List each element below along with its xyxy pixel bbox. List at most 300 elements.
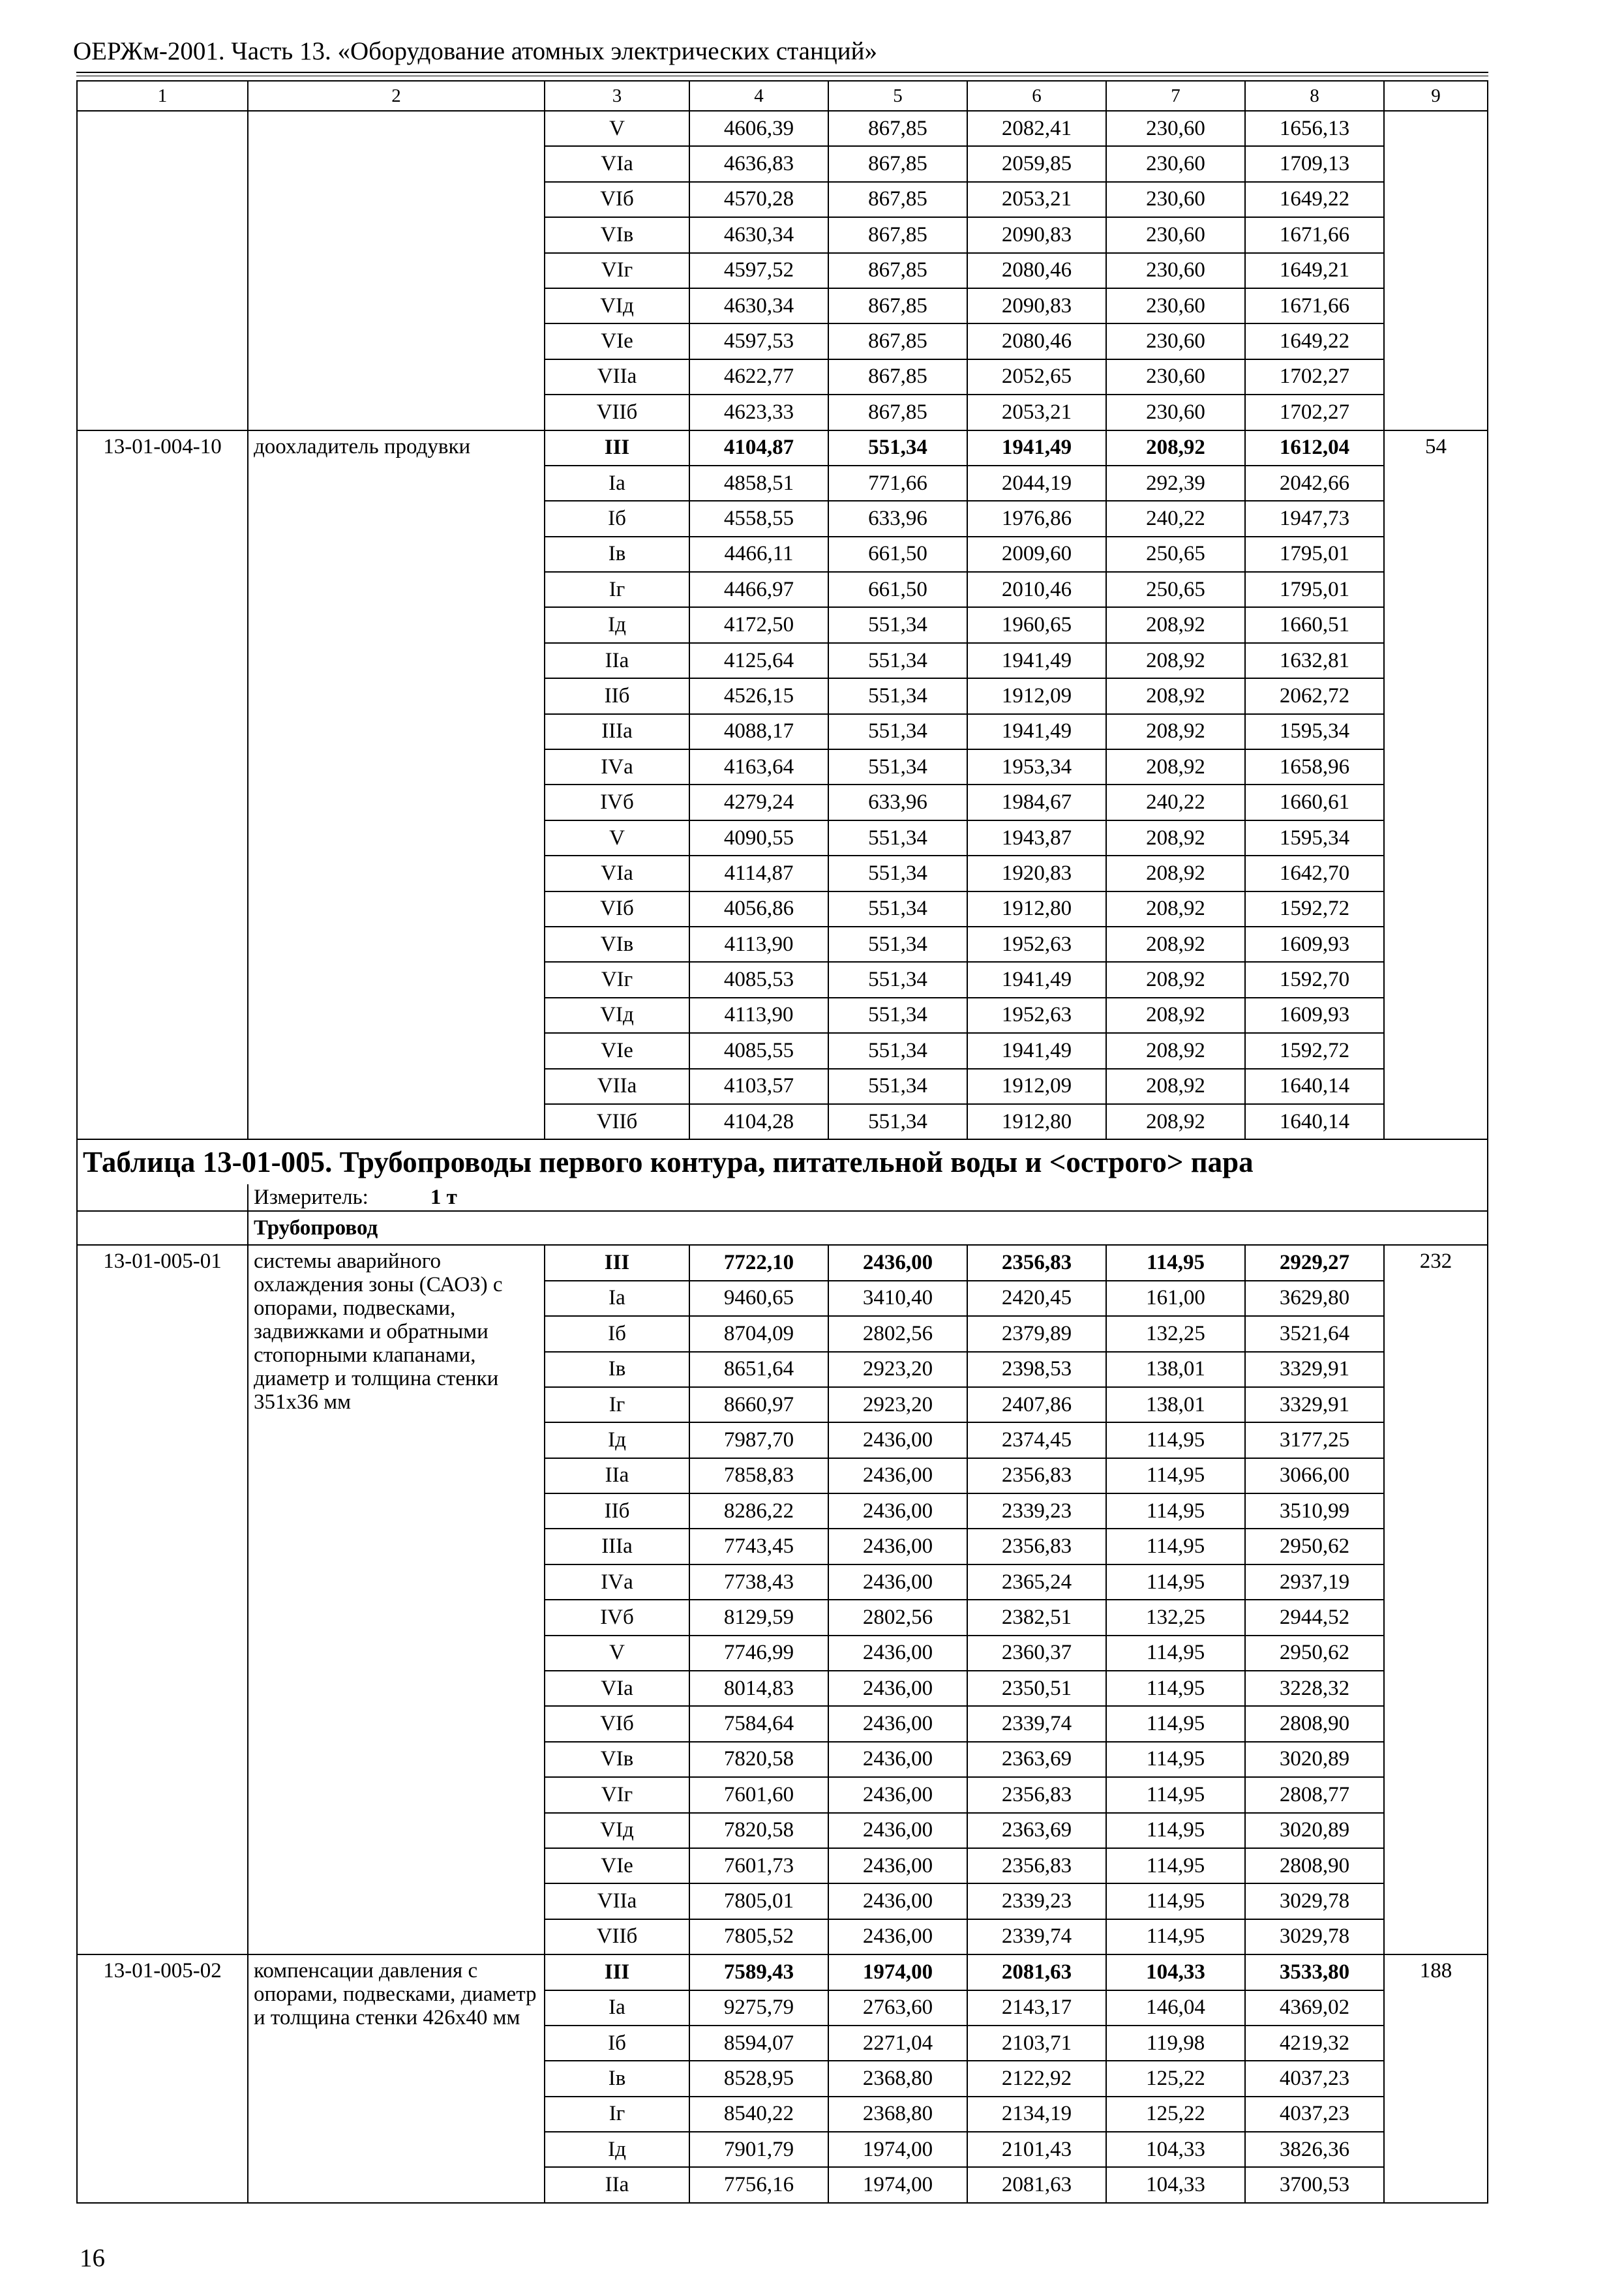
value-cell: 4526,15 — [689, 678, 828, 713]
value-cell: 208,92 — [1106, 962, 1245, 997]
value-cell: 230,60 — [1106, 323, 1245, 359]
value-cell: 2356,83 — [967, 1529, 1106, 1564]
value-cell: 230,60 — [1106, 111, 1245, 146]
zone-cell: IIб — [545, 1493, 689, 1529]
value-cell: 2368,80 — [828, 2061, 967, 2096]
value-cell: 1649,21 — [1245, 253, 1384, 288]
value-cell: 551,34 — [828, 856, 967, 891]
value-cell: 138,01 — [1106, 1387, 1245, 1422]
value-cell: 2436,00 — [828, 1636, 967, 1671]
value-cell: 1702,27 — [1245, 395, 1384, 430]
value-cell: 3177,25 — [1245, 1422, 1384, 1458]
value-cell: 2802,56 — [828, 1316, 967, 1351]
value-cell: 2080,46 — [967, 253, 1106, 288]
zone-cell: Iа — [545, 1281, 689, 1316]
value-cell: 1941,49 — [967, 1033, 1106, 1068]
value-cell: 208,92 — [1106, 749, 1245, 785]
value-cell: 1632,81 — [1245, 643, 1384, 678]
value-cell: 867,85 — [828, 217, 967, 252]
page-header-title: ОЕРЖм-2001. Часть 13. «Оборудование атомных электрических станций» — [73, 37, 877, 65]
value-cell: 114,95 — [1106, 1564, 1245, 1600]
value-cell: 4570,28 — [689, 182, 828, 217]
value-cell: 2053,21 — [967, 395, 1106, 430]
table-row — [77, 1245, 1488, 1280]
value-cell: 7584,64 — [689, 1706, 828, 1741]
table-row — [77, 111, 1488, 146]
value-cell: 2010,46 — [967, 572, 1106, 607]
value-cell: 240,22 — [1106, 501, 1245, 536]
value-cell: 2436,00 — [828, 1529, 967, 1564]
value-cell: 1976,86 — [967, 501, 1106, 536]
value-cell: 1640,14 — [1245, 1104, 1384, 1139]
value-cell: 230,60 — [1106, 253, 1245, 288]
value-cell: 4172,50 — [689, 607, 828, 642]
value-cell: 1702,27 — [1245, 359, 1384, 395]
zone-cell: Iб — [545, 501, 689, 536]
value-cell: 7743,45 — [689, 1529, 828, 1564]
value-cell: 2436,00 — [828, 1564, 967, 1600]
zone-cell: IVб — [545, 785, 689, 820]
value-cell: 4113,90 — [689, 927, 828, 962]
value-cell: 114,95 — [1106, 1422, 1245, 1458]
value-cell: 551,34 — [828, 891, 967, 927]
value-cell: 4085,53 — [689, 962, 828, 997]
value-cell: 4636,83 — [689, 146, 828, 181]
measure-label: Измеритель: — [254, 1185, 368, 1209]
value-cell: 1609,93 — [1245, 998, 1384, 1033]
zone-cell: VIе — [545, 1848, 689, 1883]
value-cell: 7746,99 — [689, 1636, 828, 1671]
value-cell: 114,95 — [1106, 1671, 1245, 1706]
zone-cell: IVб — [545, 1600, 689, 1635]
value-cell: 2053,21 — [967, 182, 1106, 217]
value-cell: 2080,46 — [967, 323, 1106, 359]
zone-cell: Iв — [545, 537, 689, 572]
zone-cell: VIб — [545, 1706, 689, 1741]
zone-cell: VIIб — [545, 395, 689, 430]
rates-table-body — [77, 81, 1488, 2203]
zone-cell: IIа — [545, 643, 689, 678]
value-cell: 250,65 — [1106, 572, 1245, 607]
item-name: доохладитель продувки — [248, 430, 545, 1140]
value-cell: 4104,28 — [689, 1104, 828, 1139]
value-cell: 8014,83 — [689, 1671, 828, 1706]
zone-cell: Iа — [545, 1990, 689, 2026]
value-cell: 4085,55 — [689, 1033, 828, 1068]
item-code: 13-01-005-01 — [77, 1245, 248, 1954]
value-cell: 8540,22 — [689, 2097, 828, 2132]
item-code: 13-01-004-10 — [77, 430, 248, 1140]
value-cell: 2271,04 — [828, 2026, 967, 2061]
value-cell: 4597,53 — [689, 323, 828, 359]
table-title: Таблица 13-01-005. Трубопроводы первого контура, питательной воды и <острого> пара — [77, 1139, 1488, 1184]
zone-cell: III — [545, 1245, 689, 1280]
value-cell: 114,95 — [1106, 1245, 1245, 1280]
value-cell: 551,34 — [828, 1104, 967, 1139]
value-cell: 1609,93 — [1245, 927, 1384, 962]
value-cell: 3521,64 — [1245, 1316, 1384, 1351]
column-number: 2 — [248, 81, 545, 111]
value-cell: 4466,11 — [689, 537, 828, 572]
value-cell: 2407,86 — [967, 1387, 1106, 1422]
value-cell: 2143,17 — [967, 1990, 1106, 2026]
zone-cell: VIа — [545, 146, 689, 181]
value-cell: 2436,00 — [828, 1245, 967, 1280]
column-number: 9 — [1384, 81, 1488, 111]
value-cell: 867,85 — [828, 146, 967, 181]
value-cell: 551,34 — [828, 927, 967, 962]
value-cell: 551,34 — [828, 998, 967, 1033]
value-cell: 4279,24 — [689, 785, 828, 820]
value-cell: 2382,51 — [967, 1600, 1106, 1635]
value-cell: 2374,45 — [967, 1422, 1106, 1458]
value-cell: 114,95 — [1106, 1529, 1245, 1564]
value-cell: 208,92 — [1106, 714, 1245, 749]
value-cell: 1960,65 — [967, 607, 1106, 642]
value-cell: 230,60 — [1106, 395, 1245, 430]
value-cell: 2363,69 — [967, 1742, 1106, 1777]
value-cell: 4056,86 — [689, 891, 828, 927]
value-cell: 1612,04 — [1245, 430, 1384, 466]
value-cell: 2059,85 — [967, 146, 1106, 181]
value-cell: 1795,01 — [1245, 572, 1384, 607]
code-cell-empty — [77, 111, 248, 430]
value-cell: 114,95 — [1106, 1458, 1245, 1493]
value-cell: 4037,23 — [1245, 2061, 1384, 2096]
value-cell: 1941,49 — [967, 714, 1106, 749]
value-cell: 208,92 — [1106, 856, 1245, 891]
value-cell: 867,85 — [828, 288, 967, 323]
value-cell: 9275,79 — [689, 1990, 828, 2026]
value-cell: 551,34 — [828, 607, 967, 642]
value-cell: 1952,63 — [967, 927, 1106, 962]
value-cell: 208,92 — [1106, 998, 1245, 1033]
value-cell: 230,60 — [1106, 146, 1245, 181]
value-cell: 2081,63 — [967, 2167, 1106, 2202]
value-cell: 4125,64 — [689, 643, 828, 678]
value-cell: 1912,80 — [967, 891, 1106, 927]
zone-cell: Iг — [545, 1387, 689, 1422]
value-cell: 2436,00 — [828, 1422, 967, 1458]
value-cell: 208,92 — [1106, 927, 1245, 962]
zone-cell: VIе — [545, 1033, 689, 1068]
zone-cell: V — [545, 1636, 689, 1671]
item-price-column9: 188 — [1384, 1954, 1488, 2203]
value-cell: 250,65 — [1106, 537, 1245, 572]
value-cell: 3020,89 — [1245, 1813, 1384, 1848]
value-cell: 1947,73 — [1245, 501, 1384, 536]
section-blank — [77, 1211, 248, 1245]
value-cell: 4622,77 — [689, 359, 828, 395]
value-cell: 2081,63 — [967, 1954, 1106, 1990]
value-cell: 7987,70 — [689, 1422, 828, 1458]
value-cell: 114,95 — [1106, 1636, 1245, 1671]
value-cell: 1941,49 — [967, 962, 1106, 997]
column-number-row — [77, 81, 1488, 111]
value-cell: 4466,97 — [689, 572, 828, 607]
zone-cell: III — [545, 430, 689, 466]
value-cell: 867,85 — [828, 182, 967, 217]
value-cell: 4858,51 — [689, 466, 828, 501]
value-cell: 2365,24 — [967, 1564, 1106, 1600]
value-cell: 1912,80 — [967, 1104, 1106, 1139]
value-cell: 3410,40 — [828, 1281, 967, 1316]
value-cell: 146,04 — [1106, 1990, 1245, 2026]
value-cell: 208,92 — [1106, 820, 1245, 856]
value-cell: 8594,07 — [689, 2026, 828, 2061]
value-cell: 2122,92 — [967, 2061, 1106, 2096]
column-number: 6 — [967, 81, 1106, 111]
rates-table — [76, 80, 1488, 2204]
value-cell: 230,60 — [1106, 288, 1245, 323]
value-cell: 1953,34 — [967, 749, 1106, 785]
value-cell: 230,60 — [1106, 217, 1245, 252]
value-cell: 2101,43 — [967, 2132, 1106, 2167]
value-cell: 4623,33 — [689, 395, 828, 430]
price-cell-empty — [1384, 111, 1488, 430]
value-cell: 161,00 — [1106, 1281, 1245, 1316]
measure-cell — [248, 1184, 1488, 1211]
value-cell: 119,98 — [1106, 2026, 1245, 2061]
value-cell: 2763,60 — [828, 1990, 967, 2026]
value-cell: 1592,72 — [1245, 891, 1384, 927]
value-cell: 7805,52 — [689, 1919, 828, 1954]
value-cell: 1649,22 — [1245, 182, 1384, 217]
value-cell: 1642,70 — [1245, 856, 1384, 891]
value-cell: 7589,43 — [689, 1954, 828, 1990]
value-cell: 208,92 — [1106, 643, 1245, 678]
value-cell: 3629,80 — [1245, 1281, 1384, 1316]
zone-cell: Iб — [545, 2026, 689, 2061]
value-cell: 2923,20 — [828, 1352, 967, 1387]
value-cell: 208,92 — [1106, 1033, 1245, 1068]
value-cell: 7601,73 — [689, 1848, 828, 1883]
value-cell: 2134,19 — [967, 2097, 1106, 2132]
value-cell: 208,92 — [1106, 430, 1245, 466]
value-cell: 1660,51 — [1245, 607, 1384, 642]
item-price-column9: 54 — [1384, 430, 1488, 1140]
item-price-column9: 232 — [1384, 1245, 1488, 1954]
value-cell: 1709,13 — [1245, 146, 1384, 181]
value-cell: 2356,83 — [967, 1777, 1106, 1812]
value-cell: 1671,66 — [1245, 288, 1384, 323]
value-cell: 230,60 — [1106, 359, 1245, 395]
value-cell: 1658,96 — [1245, 749, 1384, 785]
zone-cell: VIIа — [545, 1883, 689, 1919]
value-cell: 2808,90 — [1245, 1848, 1384, 1883]
value-cell: 8528,95 — [689, 2061, 828, 2096]
value-cell: 114,95 — [1106, 1742, 1245, 1777]
column-number: 7 — [1106, 81, 1245, 111]
zone-cell: V — [545, 111, 689, 146]
item-name: компенсации давления с опорами, подвесками, диаметр и толщина стенки 426x40 мм — [248, 1954, 545, 2203]
value-cell: 551,34 — [828, 643, 967, 678]
value-cell: 2363,69 — [967, 1813, 1106, 1848]
value-cell: 551,34 — [828, 749, 967, 785]
value-cell: 2436,00 — [828, 1742, 967, 1777]
value-cell: 771,66 — [828, 466, 967, 501]
value-cell: 4219,32 — [1245, 2026, 1384, 2061]
value-cell: 2360,37 — [967, 1636, 1106, 1671]
value-cell: 4163,64 — [689, 749, 828, 785]
value-cell: 2082,41 — [967, 111, 1106, 146]
value-cell: 3029,78 — [1245, 1883, 1384, 1919]
value-cell: 114,95 — [1106, 1813, 1245, 1848]
value-cell: 7738,43 — [689, 1564, 828, 1600]
value-cell: 2368,80 — [828, 2097, 967, 2132]
value-cell: 2350,51 — [967, 1671, 1106, 1706]
value-cell: 661,50 — [828, 572, 967, 607]
value-cell: 2339,74 — [967, 1706, 1106, 1741]
zone-cell: Iв — [545, 1352, 689, 1387]
value-cell: 2398,53 — [967, 1352, 1106, 1387]
value-cell: 8660,97 — [689, 1387, 828, 1422]
value-cell: 3533,80 — [1245, 1954, 1384, 1990]
value-cell: 4606,39 — [689, 111, 828, 146]
value-cell: 208,92 — [1106, 1104, 1245, 1139]
zone-cell: IIа — [545, 1458, 689, 1493]
value-cell: 2802,56 — [828, 1600, 967, 1635]
value-cell: 551,34 — [828, 1069, 967, 1104]
value-cell: 633,96 — [828, 501, 967, 536]
value-cell: 4369,02 — [1245, 1990, 1384, 2026]
column-number: 4 — [689, 81, 828, 111]
value-cell: 7820,58 — [689, 1742, 828, 1777]
table-title-row — [77, 1139, 1488, 1184]
value-cell: 2436,00 — [828, 1883, 967, 1919]
table-row — [77, 430, 1488, 466]
zone-cell: IIIа — [545, 1529, 689, 1564]
value-cell: 633,96 — [828, 785, 967, 820]
value-cell: 2103,71 — [967, 2026, 1106, 2061]
zone-cell: VIд — [545, 288, 689, 323]
value-cell: 104,33 — [1106, 2132, 1245, 2167]
name-cell-empty — [248, 111, 545, 430]
zone-cell: Iд — [545, 607, 689, 642]
value-cell: 2420,45 — [967, 1281, 1106, 1316]
value-cell: 8704,09 — [689, 1316, 828, 1351]
zone-cell: VIв — [545, 217, 689, 252]
zone-cell: VIа — [545, 856, 689, 891]
zone-cell: IIIа — [545, 714, 689, 749]
value-cell: 2436,00 — [828, 1813, 967, 1848]
value-cell: 2808,77 — [1245, 1777, 1384, 1812]
value-cell: 2009,60 — [967, 537, 1106, 572]
value-cell: 2950,62 — [1245, 1636, 1384, 1671]
value-cell: 4088,17 — [689, 714, 828, 749]
section-row — [77, 1211, 1488, 1245]
value-cell: 104,33 — [1106, 2167, 1245, 2202]
value-cell: 4630,34 — [689, 288, 828, 323]
value-cell: 8651,64 — [689, 1352, 828, 1387]
value-cell: 132,25 — [1106, 1600, 1245, 1635]
value-cell: 2339,23 — [967, 1883, 1106, 1919]
section-title: Трубопровод — [248, 1211, 1488, 1245]
value-cell: 1974,00 — [828, 2167, 967, 2202]
value-cell: 4113,90 — [689, 998, 828, 1033]
value-cell: 7858,83 — [689, 1458, 828, 1493]
value-cell: 208,92 — [1106, 678, 1245, 713]
column-number: 3 — [545, 81, 689, 111]
zone-cell: VIг — [545, 253, 689, 288]
value-cell: 2436,00 — [828, 1848, 967, 1883]
zone-cell: Iд — [545, 2132, 689, 2167]
value-cell: 3329,91 — [1245, 1352, 1384, 1387]
value-cell: 2436,00 — [828, 1777, 967, 1812]
value-cell: 867,85 — [828, 395, 967, 430]
value-cell: 2436,00 — [828, 1493, 967, 1529]
zone-cell: Iв — [545, 2061, 689, 2096]
value-cell: 1671,66 — [1245, 217, 1384, 252]
value-cell: 1941,49 — [967, 643, 1106, 678]
value-cell: 1592,70 — [1245, 962, 1384, 997]
zone-cell: VIг — [545, 1777, 689, 1812]
value-cell: 551,34 — [828, 1033, 967, 1068]
value-cell: 114,95 — [1106, 1777, 1245, 1812]
column-number: 8 — [1245, 81, 1384, 111]
zone-cell: VIIа — [545, 1069, 689, 1104]
value-cell: 114,95 — [1106, 1706, 1245, 1741]
zone-cell: V — [545, 820, 689, 856]
value-cell: 551,34 — [828, 820, 967, 856]
value-cell: 208,92 — [1106, 1069, 1245, 1104]
value-cell: 4104,87 — [689, 430, 828, 466]
zone-cell: Iа — [545, 466, 689, 501]
zone-cell: III — [545, 1954, 689, 1990]
zone-cell: VIв — [545, 1742, 689, 1777]
value-cell: 1952,63 — [967, 998, 1106, 1033]
column-number: 1 — [77, 81, 248, 111]
zone-cell: VIIб — [545, 1104, 689, 1139]
value-cell: 1912,09 — [967, 678, 1106, 713]
value-cell: 7601,60 — [689, 1777, 828, 1812]
value-cell: 3510,99 — [1245, 1493, 1384, 1529]
value-cell: 292,39 — [1106, 466, 1245, 501]
zone-cell: VIе — [545, 323, 689, 359]
value-cell: 2052,65 — [967, 359, 1106, 395]
value-cell: 7805,01 — [689, 1883, 828, 1919]
value-cell: 4558,55 — [689, 501, 828, 536]
value-cell: 114,95 — [1106, 1493, 1245, 1529]
value-cell: 867,85 — [828, 359, 967, 395]
value-cell: 1974,00 — [828, 2132, 967, 2167]
zone-cell: VIг — [545, 962, 689, 997]
value-cell: 1592,72 — [1245, 1033, 1384, 1068]
value-cell: 867,85 — [828, 253, 967, 288]
value-cell: 2090,83 — [967, 217, 1106, 252]
value-cell: 208,92 — [1106, 607, 1245, 642]
value-cell: 661,50 — [828, 537, 967, 572]
value-cell: 1912,09 — [967, 1069, 1106, 1104]
table-row — [77, 1954, 1488, 1990]
value-cell: 2436,00 — [828, 1458, 967, 1493]
item-code: 13-01-005-02 — [77, 1954, 248, 2203]
value-cell: 4103,57 — [689, 1069, 828, 1104]
zone-cell: VIIа — [545, 359, 689, 395]
value-cell: 551,34 — [828, 962, 967, 997]
value-cell: 1660,61 — [1245, 785, 1384, 820]
value-cell: 7820,58 — [689, 1813, 828, 1848]
value-cell: 2356,83 — [967, 1848, 1106, 1883]
zone-cell: IIа — [545, 2167, 689, 2202]
value-cell: 208,92 — [1106, 891, 1245, 927]
measure-row — [77, 1184, 1488, 1211]
value-cell: 7901,79 — [689, 2132, 828, 2167]
zone-cell: VIа — [545, 1671, 689, 1706]
value-cell: 3020,89 — [1245, 1742, 1384, 1777]
value-cell: 867,85 — [828, 111, 967, 146]
value-cell: 1595,34 — [1245, 820, 1384, 856]
